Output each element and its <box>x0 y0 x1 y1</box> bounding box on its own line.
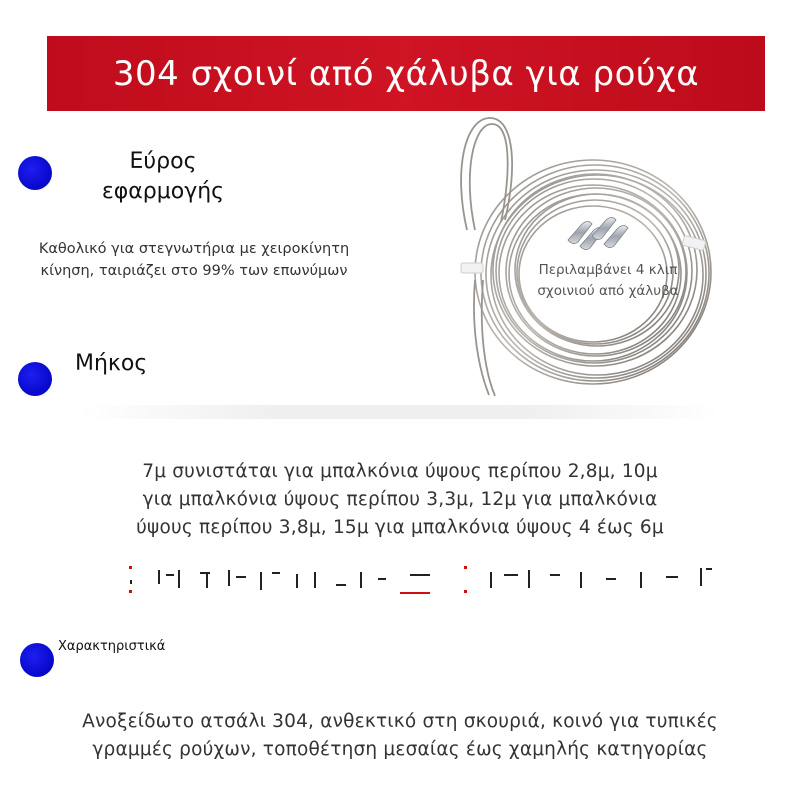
features-text-line2: γραμμές ρούχων, τοποθέτηση μεσαίας έως χαμηλής κατηγορίας <box>92 739 708 760</box>
clips-caption-line2: σχοινιού από χάλυβα <box>537 283 679 299</box>
clips-caption-line1: Περιλαμβάνει 4 κλιπ <box>538 262 678 278</box>
application-heading-line1: Εύρος <box>129 149 197 174</box>
application-heading-line2: εφαρμογής <box>101 179 225 204</box>
features-text-line1: Ανοξείδωτο ατσάλι 304, ανθεκτικό στη σκουριά, κοινό για τυπικές <box>82 711 718 732</box>
page-title: 304 σχοινί από χάλυβα για ρούχα <box>112 53 700 94</box>
bullet-dot-length <box>18 362 52 396</box>
application-text <box>8 238 380 282</box>
divider-band <box>80 405 720 419</box>
decorative-strip <box>110 566 720 596</box>
length-text-line3: ύψους περίπου 3,8μ, 15μ για μπαλκόνια ύψους 4 έως 6μ <box>136 517 664 538</box>
application-text-line2: κίνηση, ταιριάζει στο 99% των επωνύμων <box>40 263 348 279</box>
length-text <box>40 458 760 542</box>
features-text <box>40 708 760 764</box>
clips-caption <box>518 260 698 302</box>
bullet-dot-application <box>18 156 52 190</box>
length-text-line2: για μπαλκόνια ύψους περίπου 3,3μ, 12μ για μπαλκόνια <box>142 489 658 510</box>
title-banner <box>47 36 765 111</box>
wire-clips-icon <box>560 210 630 260</box>
application-heading <box>88 147 238 207</box>
length-text-line1: 7μ συνιστάται για μπαλκόνια ύψους περίπου 2,8μ, 10μ <box>142 461 658 482</box>
features-heading: Χαρακτηριστικά <box>58 639 166 654</box>
length-heading: Μήκος <box>75 351 148 376</box>
bullet-dot-features <box>20 643 54 677</box>
application-text-line1: Καθολικό για στεγνωτήρια με χειροκίνητη <box>38 241 350 257</box>
